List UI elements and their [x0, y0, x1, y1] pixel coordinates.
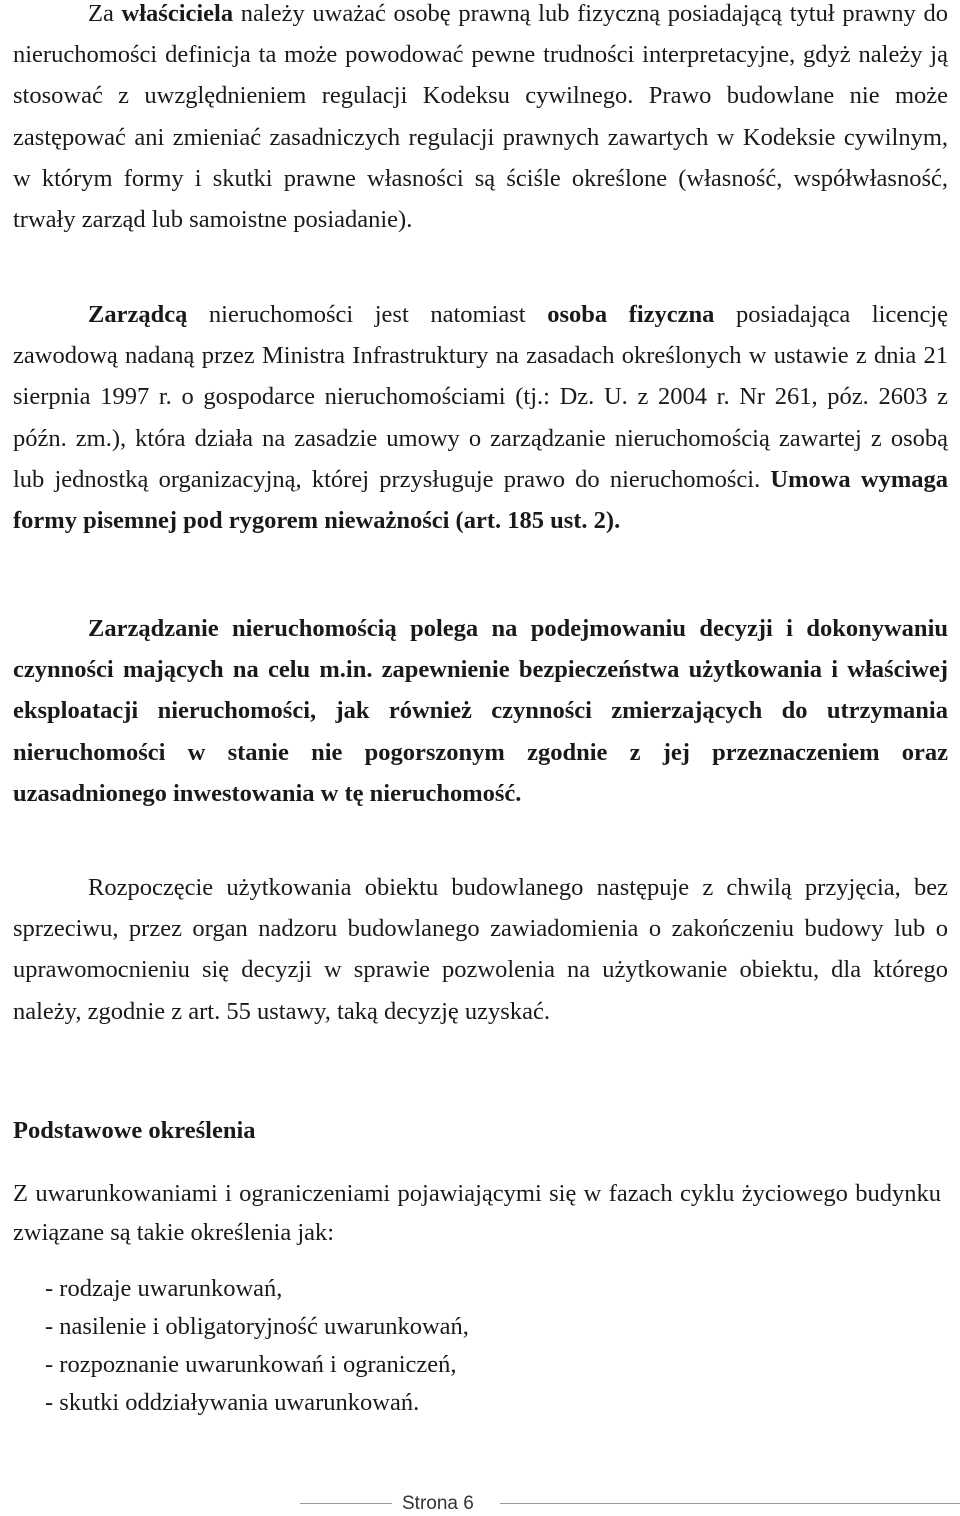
paragraph-use-commencement: Rozpoczęcie użytkowania obiektu budowlanego następuje z chwilą przyjęcia, bez sprzeciwu, przez organ nadzoru budowlanego zawiadomienia o zakończeniu budowy lub o uprawomocnieniu się decyzji w sprawie pozwolenia na użytkowanie obiektu, dla którego należy, zgodnie z art. 55 ustawy, taką decyzję uzyskać. [13, 874, 948, 1025]
list-item: - nasilenie i obligatoryjność uwarunkowań, [45, 1313, 469, 1340]
section-heading: Podstawowe określenia [13, 1117, 256, 1144]
list-item: - rozpoznanie uwarunkowań i ograniczeń, [45, 1351, 457, 1378]
paragraph-manager-definition: Zarządcą nieruchomości jest natomiast osoba fizyczna posiadająca licencję zawodową nadaną przez Ministra Infrastruktury na zasadach określonych w ustawie z dnia 21 sierpnia 1997 r. o gospodarce nieruchomościami (tj.: Dz. U. z 2004 r. Nr 261, póz. 2603 z późn. zm.), która działa na zasadzie umowy o zarządzanie nieruchomością zawartej z osobą lub jednostką organizacyjną, której przysługuje prawo do nieruchomości. Umowa wymaga formy pisemnej pod rygorem nieważności (art. 185 ust. 2). [13, 301, 949, 535]
written-form-requirement: Umowa wymaga formy pisemnej pod rygorem nieważności (art. 185 ust. 2). [13, 465, 948, 535]
term-natural-person: osoba fizyczna [547, 301, 715, 328]
paragraph-owner-definition: Za właściciela należy uważać osobę prawną lub fizyczną posiadającą tytuł prawny do nieruchomości definicja ta może powodować pewne trudności interpretacyjne, gdyż należy ją stosować z uwzględnieniem regulacji Kodeksu cywilnego. Prawo budowlane nie może zastępować ani zmieniać zasadniczych regulacji prawnych zawartych w Kodeksie cywilnym, w którym formy i skutki prawne własności są ściśle określone (własność, współwłasność, trwały zarząd lub samoistne posiadanie). [13, 0, 948, 234]
list-item: - skutki oddziaływania uwarunkowań. [45, 1389, 420, 1416]
footer-divider-left [300, 1503, 392, 1504]
list-item: - rodzaje uwarunkowań, [45, 1275, 283, 1302]
footer-divider-right [500, 1503, 960, 1504]
terms-list [45, 1270, 469, 1422]
term-manager: Zarządcą [88, 301, 188, 328]
paragraph-management-definition: Zarządzanie nieruchomością polega na podejmowaniu decyzji i dokonywaniu czynności mających na celu m.in. zapewnienie bezpieczeństwa użytkowania i właściwej eksploatacji nieruchomości, jak również czynności zmierzających do utrzymania nieruchomości w stanie nie pogorszonym zgodnie z jej przeznaczeniem oraz uzasadnionego inwestowania w tę nieruchomość. [13, 615, 948, 807]
paragraph-terms-intro: Z uwarunkowaniami i ograniczeniami pojawiającymi się w fazach cyklu życiowego budynku związane są takie określenia jak: [13, 1180, 941, 1246]
page-number: Strona 6 [402, 1493, 474, 1514]
term-owner: właściciela [121, 0, 234, 27]
